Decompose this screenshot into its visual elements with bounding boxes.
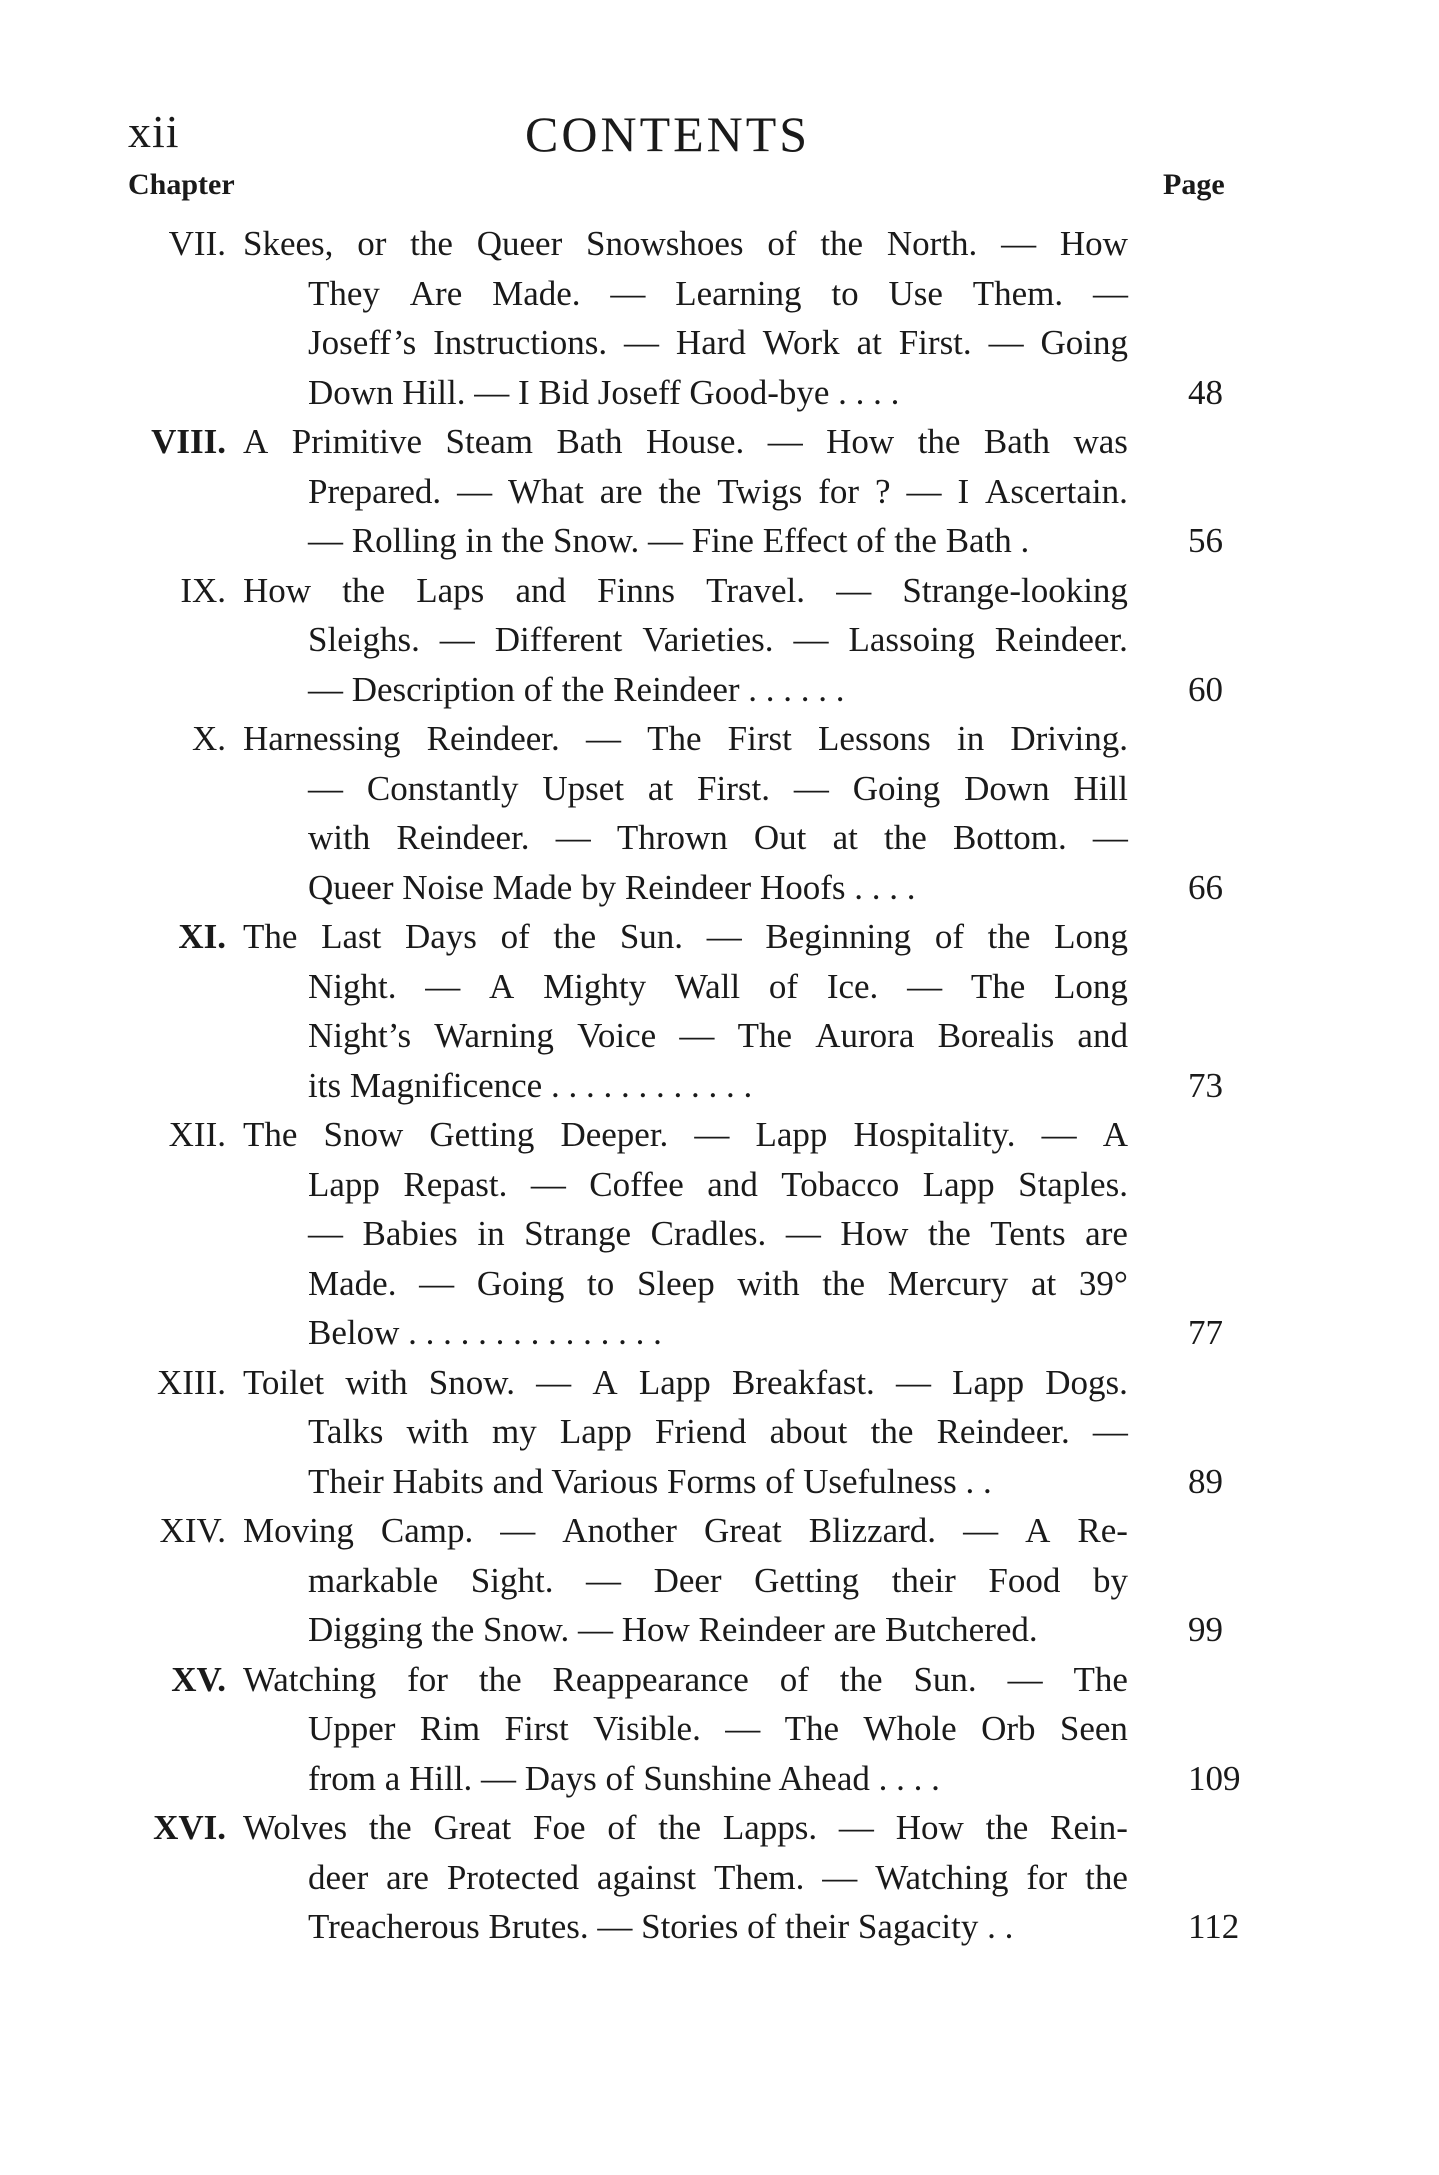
toc-line	[0, 318, 1439, 368]
toc-line	[0, 1308, 1439, 1358]
table-of-contents	[0, 219, 1439, 1952]
chapter-summary-line: Down Hill. — I Bid Joseff Good-bye . . . .	[308, 372, 900, 412]
toc-line	[0, 1358, 1439, 1408]
chapter-summary-line: A Primitive Steam Bath House. — How the Bath was	[243, 422, 1128, 461]
toc-line	[0, 1556, 1439, 1606]
toc-line	[0, 368, 1439, 418]
toc-line	[0, 1704, 1439, 1754]
toc-line	[0, 1209, 1439, 1259]
chapter-summary-line: Digging the Snow. — How Reindeer are Butchered.	[308, 1610, 1038, 1649]
chapter-summary-line: How the Laps and Finns Travel. — Strange-looking	[243, 570, 1128, 610]
toc-entry	[0, 912, 1439, 1110]
toc-line	[0, 1110, 1439, 1160]
page-number: 99	[1188, 1610, 1223, 1649]
toc-entry	[0, 417, 1439, 566]
toc-line	[0, 912, 1439, 962]
chapter-summary-line: Below . . . . . . . . . . . . . . .	[308, 1313, 662, 1352]
chapter-number: XVI.	[153, 1808, 226, 1847]
toc-line	[0, 615, 1439, 665]
page-title: CONTENTS	[525, 106, 811, 162]
chapter-summary-line: Toilet with Snow. — A Lapp Breakfast. — Lapp Dogs.	[243, 1362, 1128, 1402]
chapter-summary-line: They Are Made. — Learning to Use Them. —	[308, 273, 1128, 313]
page-number: 77	[1188, 1313, 1223, 1352]
chapter-summary-line: deer are Protected against Them. — Watching for the	[308, 1857, 1128, 1897]
toc-line	[0, 1160, 1439, 1210]
chapter-number: IX.	[180, 570, 226, 610]
page-number: 60	[1188, 669, 1223, 709]
toc-line	[0, 269, 1439, 319]
page-number: 73	[1188, 1065, 1223, 1105]
chapter-summary-line: — Constantly Upset at First. — Going Down Hill	[308, 768, 1128, 808]
page-column-label: Page	[1163, 168, 1225, 201]
toc-line	[0, 962, 1439, 1012]
chapter-summary-line: The Last Days of the Sun. — Beginning of the Long	[243, 917, 1128, 956]
chapter-number: VIII.	[151, 422, 226, 461]
chapter-summary-line: Treacherous Brutes. — Stories of their Sagacity . .	[308, 1907, 1014, 1946]
toc-line	[0, 1655, 1439, 1705]
chapter-summary-line: Their Habits and Various Forms of Usefulness . .	[308, 1461, 992, 1501]
chapter-summary-line: Harnessing Reindeer. — The First Lessons in Driving.	[243, 719, 1128, 758]
toc-line	[0, 813, 1439, 863]
chapter-summary-line: Night’s Warning Voice — The Aurora Borealis and	[308, 1016, 1128, 1055]
chapter-summary-line: Queer Noise Made by Reindeer Hoofs . . . .	[308, 867, 916, 907]
toc-line	[0, 516, 1439, 566]
chapter-number: XII.	[168, 1115, 226, 1154]
toc-line	[0, 1754, 1439, 1804]
toc-line	[0, 417, 1439, 467]
chapter-summary-line: Night. — A Mighty Wall of Ice. — The Long	[308, 966, 1128, 1006]
toc-line	[0, 1605, 1439, 1655]
chapter-summary-line: Wolves the Great Foe of the Lapps. — How the Rein-	[243, 1808, 1128, 1847]
chapter-summary-line: The Snow Getting Deeper. — Lapp Hospitality. — A	[243, 1115, 1128, 1154]
chapter-summary-line: Moving Camp. — Another Great Blizzard. — A Re-	[243, 1511, 1128, 1550]
toc-line	[0, 1853, 1439, 1903]
chapter-number: XV.	[171, 1659, 226, 1699]
chapter-number: VII.	[168, 224, 226, 263]
toc-line	[0, 863, 1439, 913]
toc-line	[0, 1061, 1439, 1111]
toc-entry	[0, 1506, 1439, 1655]
toc-line	[0, 1407, 1439, 1457]
chapter-number: XI.	[178, 917, 226, 956]
toc-line	[0, 467, 1439, 517]
chapter-summary-line: Made. — Going to Sleep with the Mercury at 39°	[308, 1263, 1128, 1303]
toc-entry	[0, 1110, 1439, 1358]
page-number: 48	[1188, 372, 1223, 412]
chapter-summary-line: — Babies in Strange Cradles. — How the Tents are	[308, 1214, 1128, 1253]
toc-entry	[0, 1358, 1439, 1507]
chapter-summary-line: Prepared. — What are the Twigs for ? — I Ascertain.	[308, 471, 1128, 511]
toc-line	[0, 665, 1439, 715]
chapter-column-label: Chapter	[128, 168, 235, 201]
toc-entry	[0, 1655, 1439, 1804]
toc-entry	[0, 566, 1439, 715]
chapter-summary-line: — Rolling in the Snow. — Fine Effect of the Bath .	[308, 521, 1030, 560]
chapter-summary-line: Upper Rim First Visible. — The Whole Orb Seen	[308, 1709, 1128, 1748]
page-number: 56	[1188, 521, 1223, 560]
chapter-summary-line: markable Sight. — Deer Getting their Food by	[308, 1560, 1128, 1600]
toc-line	[0, 566, 1439, 616]
page-number: 112	[1188, 1907, 1240, 1946]
chapter-summary-line: Skees, or the Queer Snowshoes of the North. — How	[243, 224, 1128, 263]
chapter-summary-line: Joseff’s Instructions. — Hard Work at First. — Going	[308, 323, 1128, 362]
chapter-number: XIV.	[159, 1511, 226, 1550]
chapter-summary-line: from a Hill. — Days of Sunshine Ahead . . . .	[308, 1758, 940, 1798]
toc-line	[0, 1259, 1439, 1309]
page-number: 66	[1188, 867, 1223, 907]
chapter-number: X.	[191, 719, 226, 758]
toc-line	[0, 764, 1439, 814]
chapter-summary-line: Lapp Repast. — Coffee and Tobacco Lapp Staples.	[308, 1164, 1128, 1204]
chapter-summary-line: — Description of the Reindeer . . . . . .	[308, 669, 845, 709]
toc-line	[0, 1506, 1439, 1556]
toc-line	[0, 1457, 1439, 1507]
chapter-number: XIII.	[157, 1362, 226, 1402]
toc-line	[0, 1011, 1439, 1061]
toc-entry	[0, 219, 1439, 417]
toc-line	[0, 714, 1439, 764]
toc-entry	[0, 714, 1439, 912]
toc-line	[0, 1902, 1439, 1952]
toc-entry	[0, 1803, 1439, 1952]
page-folio: xii	[128, 106, 180, 157]
chapter-summary-line: Watching for the Reappearance of the Sun. — The	[243, 1659, 1128, 1699]
toc-line	[0, 219, 1439, 269]
toc-line	[0, 1803, 1439, 1853]
chapter-summary-line: with Reindeer. — Thrown Out at the Bottom. —	[308, 818, 1128, 857]
page-number: 109	[1188, 1758, 1241, 1798]
chapter-summary-line: Talks with my Lapp Friend about the Reindeer. —	[308, 1412, 1128, 1451]
chapter-summary-line: its Magnificence . . . . . . . . . . . .	[308, 1065, 753, 1105]
chapter-summary-line: Sleighs. — Different Varieties. — Lassoing Reindeer.	[308, 620, 1128, 659]
page-number: 89	[1188, 1461, 1223, 1501]
